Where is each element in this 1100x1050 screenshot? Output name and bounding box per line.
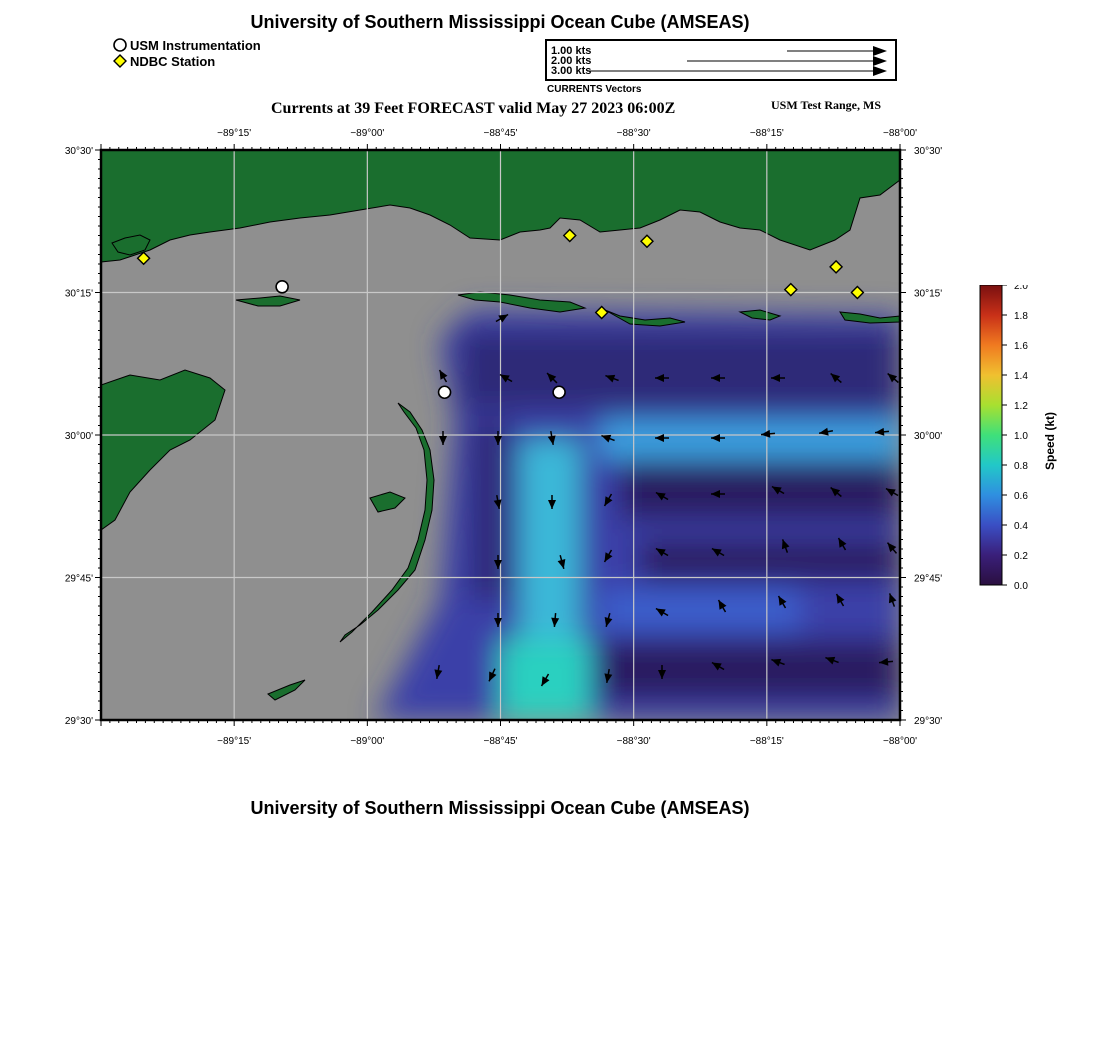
latitude-tick-label: 30°15' [914,288,943,300]
colorbar-tick-label: 0.8 [1014,461,1028,472]
vector-scale-arrowhead [873,56,887,66]
colorbar-tick-label: 0.4 [1014,521,1028,532]
vector-scale-arrowhead [873,66,887,76]
usm-instrumentation-marker[interactable] [276,281,288,293]
legend-item-usm [112,37,261,53]
latitude-tick-label: 30°15' [64,288,93,300]
latitude-tick-label: 29°30' [914,716,943,727]
latitude-tick-label: 30°30' [914,146,943,157]
colorbar-tick-label: 1.0 [1014,431,1028,442]
vector-scale-arrows [547,41,895,79]
colorbar-tick-label: 1.6 [1014,341,1028,352]
longitude-tick-label: −88°15' [749,128,784,139]
colorbar-tick-label: 2.0 [1014,285,1028,292]
colorbar-ramp [978,285,1048,595]
longitude-tick-label: −88°45' [483,736,518,747]
vector-scale-label-3: 3.00 kts [551,65,592,77]
latitude-tick-label: 29°45' [64,573,93,585]
colorbar [978,285,1048,600]
colorbar-tick-label: 0.2 [1014,551,1028,562]
vector-scale-label-1: 1.00 kts [551,45,592,57]
colorbar-tick-label: 1.2 [1014,401,1028,412]
colorbar-tick-label: 0.6 [1014,491,1028,502]
legend-item-ndbc [112,53,261,69]
longitude-tick-label: −88°30' [616,736,651,747]
usm-instrumentation-icon [112,37,128,53]
colorbar-tick-label: 1.4 [1014,371,1028,382]
footer-title: University of Southern Mississippi Ocean Cube (AMSEAS) [250,798,750,818]
longitude-tick-label: −89°00' [350,736,385,747]
symbol-legend [112,37,261,69]
longitude-tick-label: −88°30' [616,128,651,139]
latitude-tick-label: 29°45' [914,573,943,585]
legend-label-ndbc: NDBC Station [130,53,216,69]
ndbc-station-icon [112,53,128,69]
latitude-tick-label: 30°30' [64,146,93,157]
vector-scale-caption: CURRENTS Vectors [547,84,642,95]
map [0,120,960,760]
legend-label-usm: USM Instrumentation [130,37,261,53]
vector-scale-label-2: 2.00 kts [551,55,592,67]
colorbar-tick-label: 1.8 [1014,311,1028,322]
longitude-tick-label: −88°00' [883,736,917,747]
map-subtitle: Currents at 39 Feet FORECAST valid May 27 2023 06:00Z [271,100,676,117]
latitude-tick-label: 30°00' [64,431,93,442]
longitude-tick-label: −89°15' [217,128,252,139]
longitude-tick-label: −88°45' [483,128,518,139]
usm-instrumentation-marker[interactable] [439,386,451,398]
page-title: University of Southern Mississippi Ocean Cube (AMSEAS) [250,12,750,32]
longitude-tick-label: −88°15' [749,736,784,747]
longitude-tick-label: −88°00' [883,128,917,139]
latitude-tick-label: 30°00' [914,431,943,442]
region-label: USM Test Range, MS [771,98,882,112]
longitude-tick-label: −89°00' [350,128,385,139]
latitude-tick-label: 29°30' [64,716,93,727]
colorbar-title: Speed (kt) [1043,411,1057,470]
vector-scale-box [545,39,897,81]
usm-instrumentation-marker[interactable] [553,386,565,398]
colorbar-tick-label: 0.0 [1014,581,1028,592]
vector-scale-arrowhead [873,46,887,56]
longitude-tick-label: −89°15' [217,736,252,747]
current-speed-field [375,310,900,720]
